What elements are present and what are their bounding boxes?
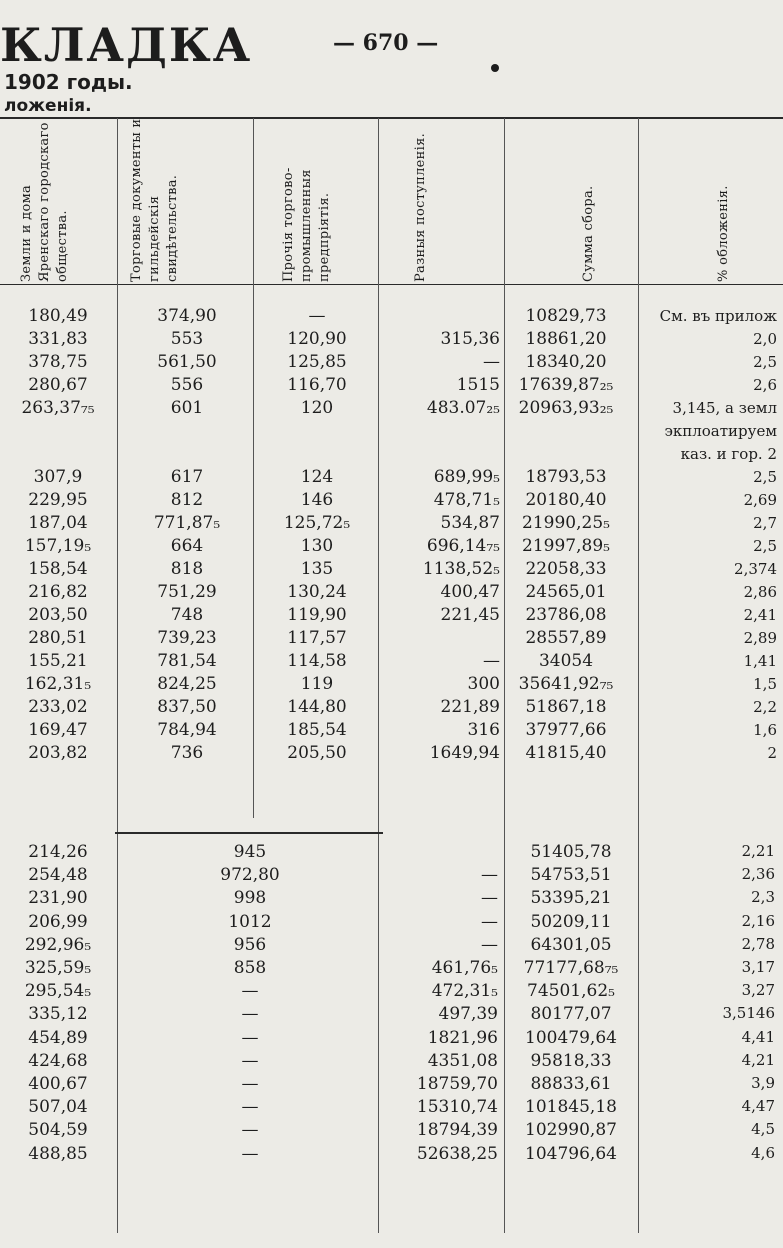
table-cell: 534,87 bbox=[440, 512, 500, 533]
table-cell bbox=[500, 419, 632, 442]
table-cell: 858 bbox=[233, 958, 267, 978]
table-cell: 945 bbox=[233, 842, 267, 862]
table-row bbox=[0, 695, 777, 718]
table-cell: 114,58 bbox=[287, 650, 347, 671]
table-cell: 130,24 bbox=[287, 581, 347, 602]
table-row bbox=[0, 465, 777, 488]
table-cell: 400,67 bbox=[28, 1074, 88, 1094]
table-cell: 507,04 bbox=[28, 1097, 88, 1118]
table-cell: См. въ прилож bbox=[659, 306, 777, 325]
page-title: КЛАДКА bbox=[0, 18, 253, 72]
table-row bbox=[0, 1004, 783, 1027]
table-cell: 23786,08 bbox=[525, 604, 607, 625]
table-cell: 51867,18 bbox=[525, 696, 607, 717]
table-cell: 1138,52₅ bbox=[422, 558, 500, 579]
table-cell: 146 bbox=[300, 489, 334, 510]
table-cell: 2,89 bbox=[743, 628, 777, 647]
table-cell: 812 bbox=[170, 489, 204, 510]
table-cell: каз. и гор. 2 bbox=[680, 444, 777, 463]
table-cell: — bbox=[481, 911, 498, 932]
table-cell: 233,02 bbox=[28, 696, 88, 717]
table-cell: 116,70 bbox=[287, 374, 347, 395]
column-header-trade-docs: Торговые документы и гильдейскія свидѣтельства. bbox=[129, 118, 180, 282]
table-cell: — bbox=[483, 650, 500, 671]
table-row bbox=[0, 1028, 783, 1051]
table-cell: 125,85 bbox=[287, 351, 347, 372]
table-cell: 3,27 bbox=[741, 981, 775, 1000]
table-cell: 325,59₅ bbox=[24, 958, 92, 978]
data-table bbox=[0, 304, 777, 764]
table-cell: 101845,18 bbox=[525, 1097, 617, 1118]
table-cell: 2,5 bbox=[753, 536, 777, 555]
table-row bbox=[0, 580, 777, 603]
table-cell: 88833,61 bbox=[530, 1074, 612, 1094]
table-row bbox=[0, 842, 783, 865]
table-cell: 2,21 bbox=[741, 842, 775, 860]
table-cell: 1821,96 bbox=[427, 1027, 498, 1048]
table-row bbox=[0, 1144, 783, 1167]
table-cell: 15310,74 bbox=[416, 1097, 498, 1118]
table-cell: 2,7 bbox=[753, 513, 777, 532]
table-cell: 231,90 bbox=[28, 888, 88, 909]
table-row bbox=[0, 912, 783, 935]
table-cell bbox=[376, 626, 500, 649]
table-cell: 2,374 bbox=[734, 559, 777, 578]
table-cell: 64301,05 bbox=[530, 934, 612, 955]
table-cell: 20963,93₂₅ bbox=[518, 397, 614, 418]
table-cell: 689,99₅ bbox=[433, 466, 500, 487]
table-cell bbox=[0, 419, 116, 442]
table-cell: 2,5 bbox=[753, 352, 777, 371]
table-row bbox=[0, 649, 777, 672]
table-cell: 4,47 bbox=[741, 1097, 775, 1116]
table-cell: 144,80 bbox=[287, 696, 347, 717]
table-cell: 180,49 bbox=[28, 305, 88, 326]
table-row bbox=[0, 534, 777, 557]
table-cell: 3,9 bbox=[751, 1074, 775, 1092]
table-cell: 214,26 bbox=[28, 842, 88, 862]
table-row bbox=[0, 935, 783, 958]
table-cell: 203,82 bbox=[28, 742, 88, 763]
table-cell: 478,71₅ bbox=[433, 489, 500, 510]
table-cell: 125,72₅ bbox=[283, 512, 351, 533]
table-cell: 454,89 bbox=[28, 1027, 88, 1048]
table-row bbox=[0, 1097, 783, 1120]
table-cell: 736 bbox=[170, 742, 204, 763]
table-cell: — bbox=[241, 1097, 259, 1118]
table-cell: 77177,68₇₅ bbox=[523, 958, 619, 978]
table-cell: 52638,25 bbox=[416, 1143, 498, 1164]
table-cell: 424,68 bbox=[28, 1050, 88, 1071]
table-cell: 17639,87₂₅ bbox=[518, 374, 614, 395]
table-cell: — bbox=[241, 1027, 259, 1048]
column-header-land: Земли и дома Яренскаго городскаго общества. bbox=[19, 122, 70, 282]
subtitle-type: ложенія. bbox=[4, 96, 92, 116]
table-cell: 21997,89₅ bbox=[522, 535, 610, 556]
table-cell: 956 bbox=[233, 934, 267, 955]
table-cell bbox=[376, 442, 500, 465]
table-cell: 280,67 bbox=[28, 374, 88, 395]
table-cell: 3,145, а земл bbox=[672, 398, 777, 417]
table-cell: экплоатируем bbox=[664, 421, 777, 440]
table-row bbox=[0, 741, 777, 764]
page-number: — 670 — bbox=[333, 30, 439, 56]
table-cell: 155,21 bbox=[28, 650, 88, 671]
table-cell: 162,31₅ bbox=[24, 673, 92, 694]
table-cell: 784,94 bbox=[157, 719, 217, 740]
table-cell: 1649,94 bbox=[429, 742, 500, 763]
table-row bbox=[0, 958, 783, 981]
table-cell: 664 bbox=[170, 535, 204, 556]
table-row bbox=[0, 442, 777, 465]
table-cell: 2,41 bbox=[743, 605, 777, 624]
table-cell: 1,6 bbox=[753, 720, 777, 739]
table-row bbox=[0, 557, 777, 580]
table-cell: — bbox=[481, 888, 498, 909]
table-row bbox=[0, 1120, 783, 1143]
table-cell: 2,6 bbox=[753, 375, 777, 394]
table-cell: 18759,70 bbox=[416, 1074, 498, 1094]
table-cell: 4,5 bbox=[751, 1120, 775, 1139]
table-cell: 203,50 bbox=[28, 604, 88, 625]
table-cell: 74501,62₅ bbox=[527, 981, 615, 1002]
table-cell bbox=[116, 442, 258, 465]
table-cell: 1515 bbox=[456, 374, 500, 395]
table-cell: 21990,25₅ bbox=[522, 512, 610, 533]
table-cell bbox=[258, 419, 376, 442]
table-cell: 483.07₂₅ bbox=[426, 397, 500, 418]
table-cell: 316 bbox=[467, 719, 500, 740]
table-cell: 157,19₅ bbox=[24, 535, 92, 556]
table-cell: 2 bbox=[767, 743, 777, 762]
table-cell bbox=[258, 442, 376, 465]
table-cell: 20180,40 bbox=[525, 489, 607, 510]
column-header-misc-revenue: Разныя поступленія. bbox=[413, 132, 428, 282]
table-cell: 1,41 bbox=[743, 651, 777, 670]
table-cell: 2,86 bbox=[743, 582, 777, 601]
table-row bbox=[0, 626, 777, 649]
table-cell: — bbox=[241, 1120, 259, 1141]
table-cell: 315,36 bbox=[440, 328, 500, 349]
table-cell: 95818,33 bbox=[530, 1050, 612, 1071]
table-row bbox=[0, 327, 777, 350]
table-cell: 37977,66 bbox=[525, 719, 607, 740]
table-cell: 2,16 bbox=[741, 911, 775, 930]
table-row bbox=[0, 511, 777, 534]
table-cell: 18793,53 bbox=[525, 466, 607, 487]
table-cell: 102990,87 bbox=[525, 1120, 617, 1141]
table-cell: 120,90 bbox=[287, 328, 347, 349]
table-cell: 263,37₇₅ bbox=[21, 397, 95, 418]
table-row bbox=[0, 488, 777, 511]
table-cell: 120 bbox=[300, 397, 334, 418]
table-cell: — bbox=[241, 1143, 259, 1164]
table-cell: — bbox=[308, 305, 326, 326]
table-cell: 34054 bbox=[538, 650, 594, 671]
table-cell: 135 bbox=[300, 558, 334, 579]
table-cell: — bbox=[481, 934, 498, 955]
table-cell: 117,57 bbox=[287, 627, 347, 648]
table-cell: 124 bbox=[300, 466, 334, 487]
table-cell: 3,5146 bbox=[722, 1004, 775, 1023]
table-cell: 4,21 bbox=[741, 1050, 775, 1069]
table-cell bbox=[500, 442, 632, 465]
table-cell: 472,31₅ bbox=[431, 981, 498, 1002]
table-cell: 378,75 bbox=[28, 351, 88, 372]
table-cell: 2,2 bbox=[753, 697, 777, 716]
table-cell: 119 bbox=[300, 673, 334, 694]
table-cell: 41815,40 bbox=[525, 742, 607, 763]
table-cell: 497,39 bbox=[438, 1004, 498, 1025]
table-cell: 4,6 bbox=[751, 1143, 775, 1162]
table-cell: 553 bbox=[170, 328, 204, 349]
table-cell: 2,36 bbox=[741, 865, 775, 884]
table-row bbox=[0, 419, 777, 442]
table-cell: 22058,33 bbox=[525, 558, 607, 579]
table-cell: 504,59 bbox=[28, 1120, 88, 1141]
table-cell: 169,47 bbox=[28, 719, 88, 740]
column-header-other-enterprises: Прочія торгово-промышленныя предпріятія. bbox=[281, 167, 332, 282]
table-cell: 221,89 bbox=[440, 696, 500, 717]
table-row bbox=[0, 865, 783, 888]
table-cell: 119,90 bbox=[287, 604, 347, 625]
table-cell bbox=[376, 304, 500, 327]
table-row bbox=[0, 373, 777, 396]
column-header-sum: Сумма сбора. bbox=[581, 185, 596, 282]
table-cell: 739,23 bbox=[157, 627, 217, 648]
table-row bbox=[0, 350, 777, 373]
table-cell: 461,76₅ bbox=[431, 958, 498, 978]
table-cell: 1012 bbox=[228, 911, 272, 932]
table-cell: 130 bbox=[300, 535, 334, 556]
table-cell: 998 bbox=[233, 888, 267, 909]
table-cell: 2,78 bbox=[741, 934, 775, 953]
table-row bbox=[0, 981, 783, 1004]
table-cell: 2,69 bbox=[743, 490, 777, 509]
table-cell: 4351,08 bbox=[427, 1050, 498, 1071]
table-row bbox=[0, 603, 777, 626]
table-cell: 771,87₅ bbox=[153, 512, 221, 533]
table-cell: 335,12 bbox=[28, 1004, 88, 1025]
table-cell: 28557,89 bbox=[525, 627, 607, 648]
table-cell: 104796,64 bbox=[525, 1143, 617, 1164]
table-cell: 53395,21 bbox=[530, 888, 612, 909]
table-cell: — bbox=[241, 1050, 259, 1071]
table-cell: 400,47 bbox=[440, 581, 500, 602]
table-cell bbox=[0, 442, 116, 465]
table-cell: 292,96₅ bbox=[24, 934, 92, 955]
table-row bbox=[0, 304, 777, 327]
table-cell: 221,45 bbox=[440, 604, 500, 625]
table-cell: — bbox=[483, 351, 500, 372]
column-header-percent: % обложенія. bbox=[716, 185, 731, 282]
table-cell: 216,82 bbox=[28, 581, 88, 602]
table-cell: 751,29 bbox=[157, 581, 217, 602]
table-row bbox=[0, 396, 777, 419]
table-cell: 295,54₅ bbox=[24, 981, 92, 1002]
table-cell: 3,17 bbox=[741, 958, 775, 976]
table-cell: 4,41 bbox=[741, 1027, 775, 1046]
table-cell: 229,95 bbox=[28, 489, 88, 510]
table-cell: 601 bbox=[170, 397, 204, 418]
table-cell: 18340,20 bbox=[525, 351, 607, 372]
table-cell: 374,90 bbox=[157, 305, 217, 326]
table-cell: 2,3 bbox=[751, 888, 775, 907]
merge-rule bbox=[115, 832, 383, 834]
table-cell: 80177,07 bbox=[530, 1004, 612, 1025]
table-cell: 748 bbox=[170, 604, 204, 625]
table-cell: 781,54 bbox=[157, 650, 217, 671]
table-cell: 696,14₇₅ bbox=[426, 535, 500, 556]
table-cell: 2,0 bbox=[753, 329, 777, 348]
ink-dot bbox=[491, 64, 499, 72]
table-cell: — bbox=[241, 981, 259, 1002]
table-cell: 18794,39 bbox=[416, 1120, 498, 1141]
table-cell: 488,85 bbox=[28, 1143, 88, 1164]
table-cell: 307,9 bbox=[33, 466, 83, 487]
table-cell: 617 bbox=[170, 466, 204, 487]
table-cell: 254,48 bbox=[28, 865, 88, 886]
table-row bbox=[0, 718, 777, 741]
table-cell: — bbox=[241, 1004, 259, 1025]
subtitle-year: 1902 годы. bbox=[4, 70, 133, 94]
table-cell: 972,80 bbox=[220, 865, 280, 886]
table-cell: — bbox=[481, 865, 498, 886]
table-cell: 824,25 bbox=[157, 673, 217, 694]
table-cell bbox=[116, 419, 258, 442]
table-row bbox=[0, 672, 777, 695]
table-cell: 35641,92₇₅ bbox=[518, 673, 614, 694]
table-cell: 185,54 bbox=[287, 719, 347, 740]
table-cell: 18861,20 bbox=[525, 328, 607, 349]
table-cell: 205,50 bbox=[287, 742, 347, 763]
table-cell: 300 bbox=[467, 673, 500, 694]
table-cell: — bbox=[241, 1074, 259, 1094]
table-cell: 1,5 bbox=[753, 674, 777, 693]
table-row bbox=[0, 888, 783, 911]
table-cell: 10829,73 bbox=[525, 305, 607, 326]
table-cell: 556 bbox=[170, 374, 204, 395]
table-cell: 2,5 bbox=[753, 467, 777, 486]
table-cell: 561,50 bbox=[157, 351, 217, 372]
table-cell: 331,83 bbox=[28, 328, 88, 349]
table-cell: 280,51 bbox=[28, 627, 88, 648]
table-cell: 50209,11 bbox=[530, 911, 612, 932]
table-cell: 187,04 bbox=[28, 512, 88, 533]
table-row bbox=[0, 1051, 783, 1074]
table-cell: 837,50 bbox=[157, 696, 217, 717]
table-cell: 24565,01 bbox=[525, 581, 607, 602]
table-cell bbox=[376, 419, 500, 442]
table-cell: 51405,78 bbox=[530, 842, 612, 862]
table-cell: 818 bbox=[170, 558, 204, 579]
table-cell: 100479,64 bbox=[525, 1027, 617, 1048]
table-cell: 54753,51 bbox=[530, 865, 612, 886]
table-cell: 206,99 bbox=[28, 911, 88, 932]
table-cell: 158,54 bbox=[28, 558, 88, 579]
table-row bbox=[0, 1074, 783, 1097]
